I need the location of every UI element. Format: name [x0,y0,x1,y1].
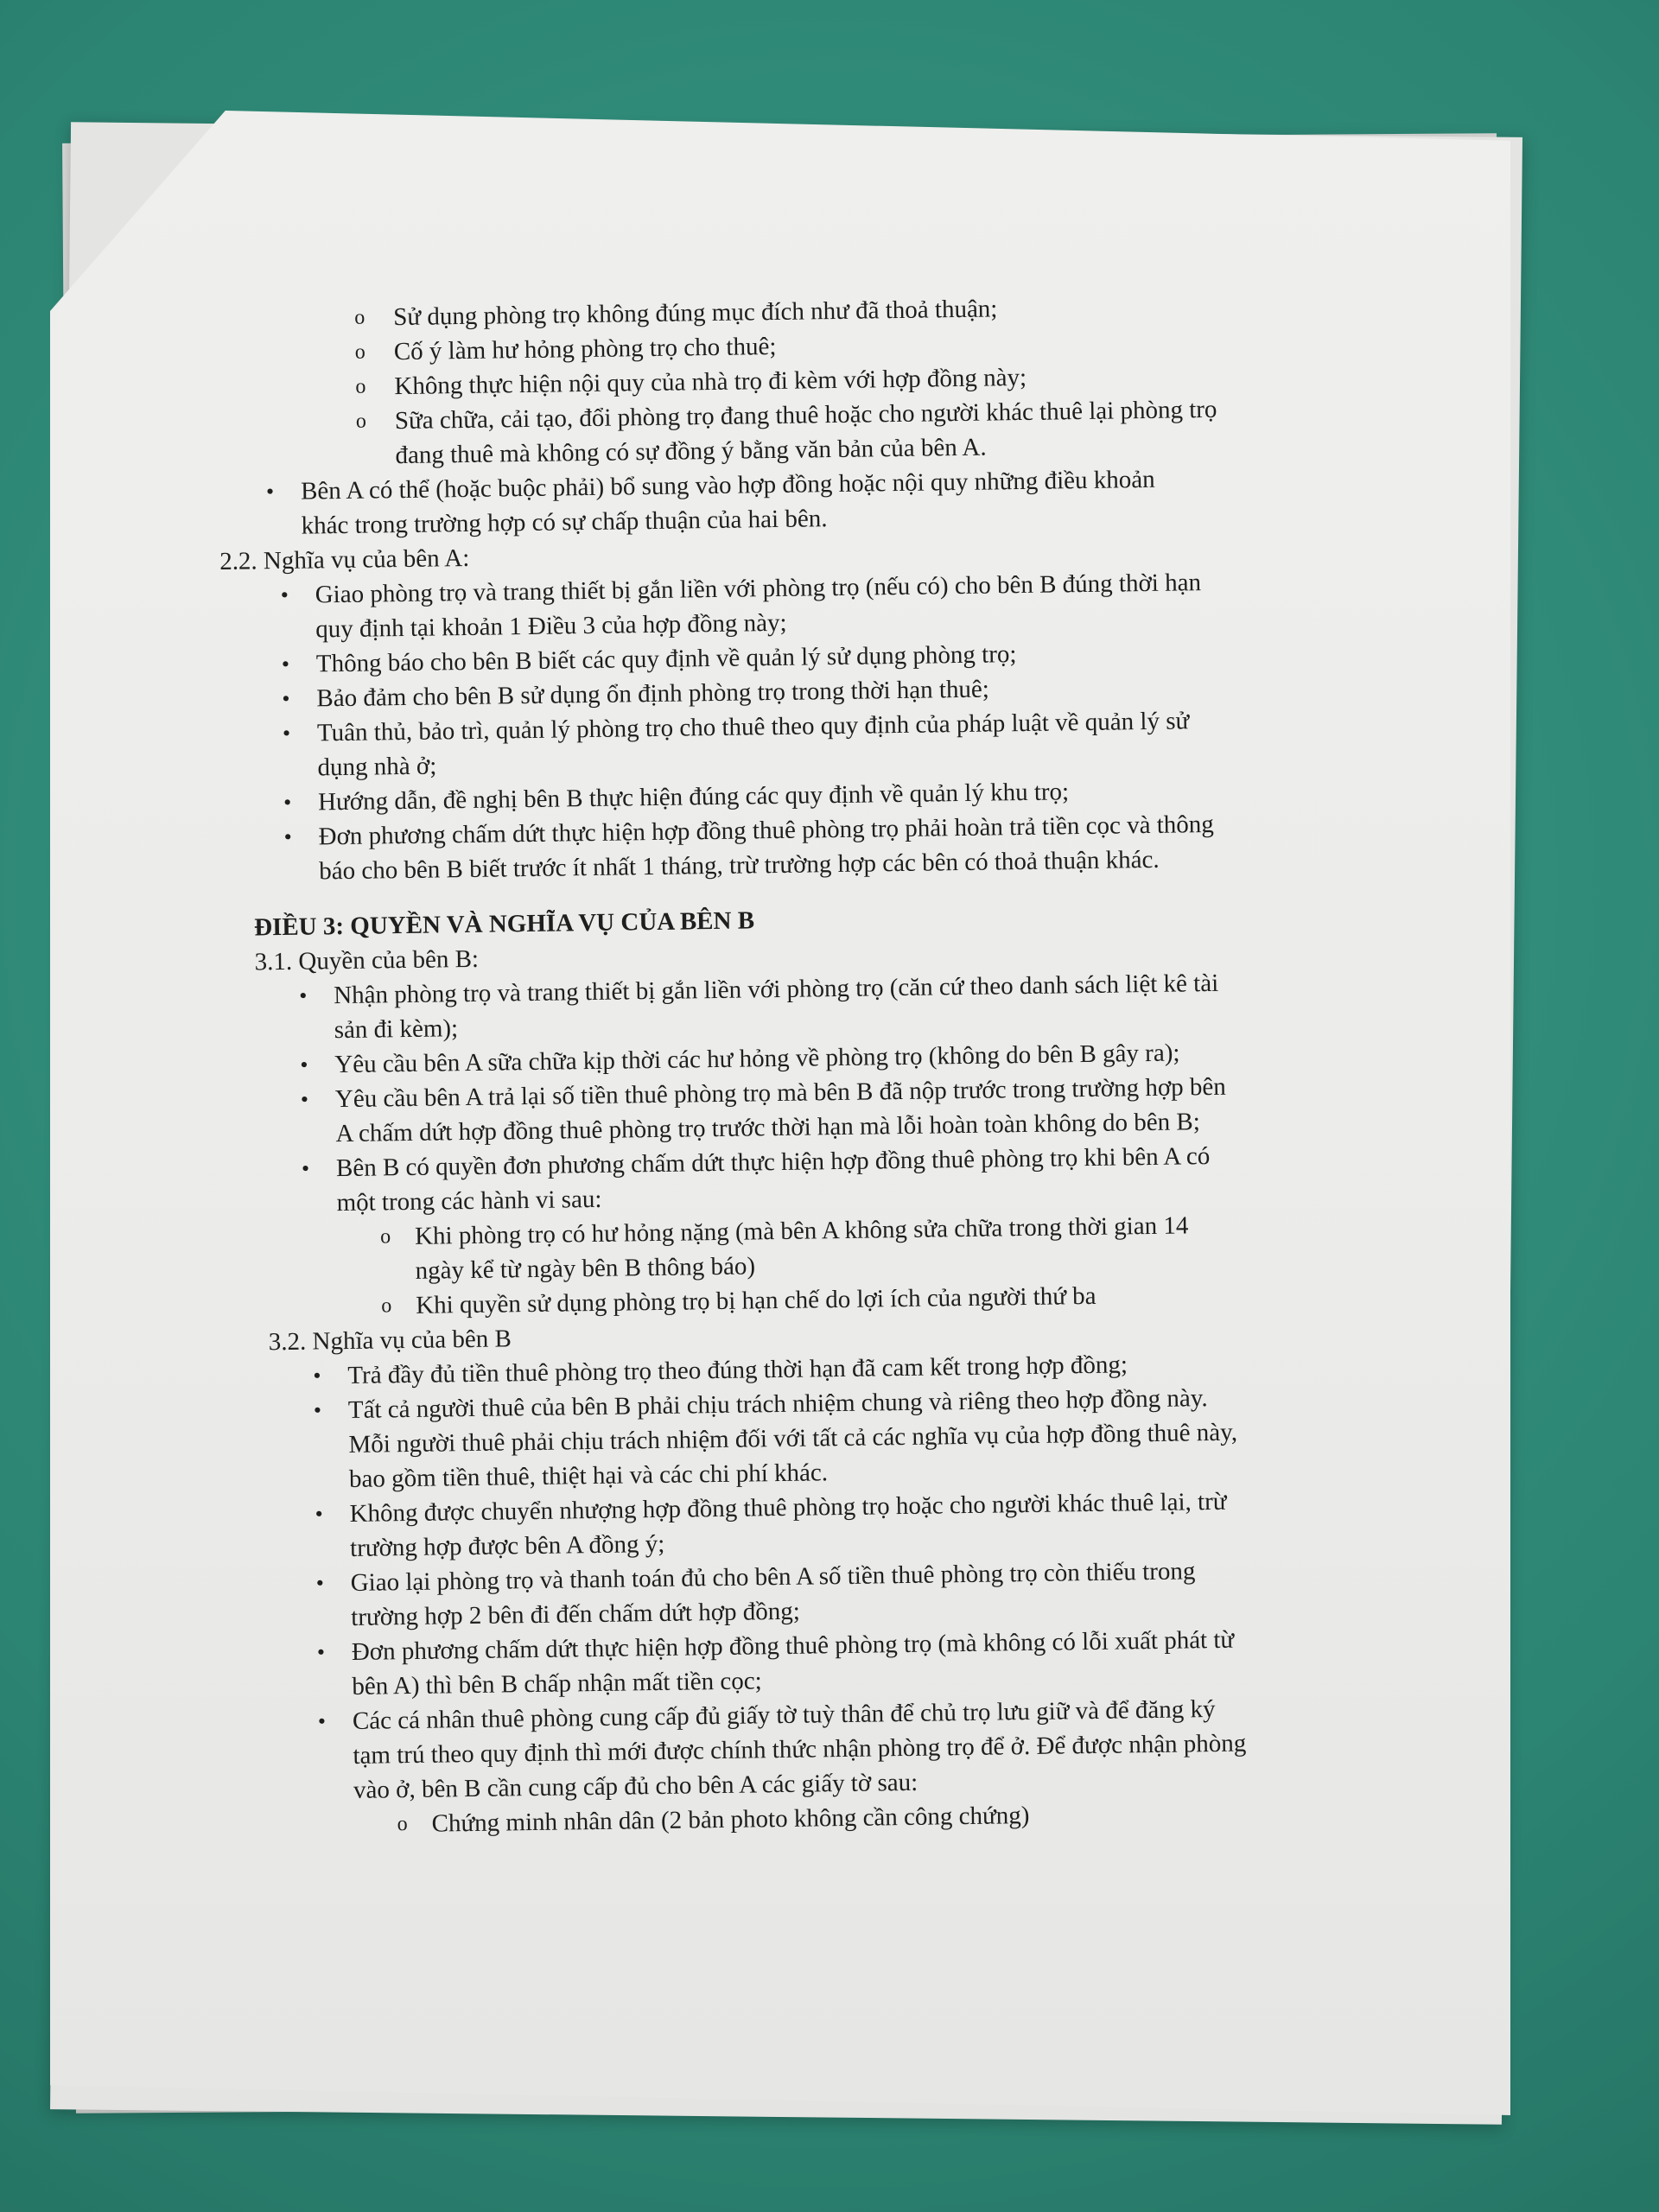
list-item-text: Cố ý làm hư hỏng phòng trọ cho thuê; [393,332,777,366]
bullet-marker: • [316,1639,326,1665]
bullet-marker: • [315,1570,325,1596]
list-item-text: Đơn phương chấm dứt thực hiện hợp đồng thuê phòng trọ phải hoàn trả tiền cọc và thông [318,810,1215,851]
bullet-marker: • [265,479,275,505]
article-heading: ĐIỀU 3: QUYỀN VÀ NGHĨA VỤ CỦA BÊN B [253,906,755,942]
circle-marker: o [354,306,365,329]
bullet-marker: • [300,1086,309,1112]
list-item-text: Bảo đảm cho bên B sử dụng ổn định phòng trọ trong thời hạn thuê; [316,675,990,713]
section-title: 3.1. Quyền của bên B: [254,944,480,976]
section-title: 2.2. Nghĩa vụ của bên A: [219,543,470,575]
list-item-text: vào ở, bên B cần cung cấp đủ cho bên A các giấy tờ sau: [353,1768,918,1804]
list-item-text: Bên B có quyền đơn phương chấm dứt thực hiện hợp đồng thuê phòng trọ khi bên A có [335,1142,1211,1183]
list-item-text: Trả đầy đủ tiền thuê phòng trọ theo đúng thời hạn đã cam kết trong hợp đồng; [347,1351,1128,1389]
circle-marker: o [381,1294,392,1318]
list-item-text: Yêu cầu bên A sữa chữa kịp thời các hư hỏng về phòng trọ (không do bên B gây ra); [334,1039,1180,1079]
list-item-text: Khi quyền sử dụng phòng trọ bị hạn chế do lợi ích của người thứ ba [416,1281,1096,1319]
list-item-text: Thông báo cho bên B biết các quy định về quản lý sử dụng phòng trọ; [315,640,1017,678]
list-item-text: Mỗi người thuê phải chịu trách nhiệm đối với tất cả các nghĩa vụ của hợp đồng thuê này, [348,1418,1238,1459]
list-item-text: Các cá nhân thuê phòng cung cấp đủ giấy tờ tuỳ thân để chủ trọ lưu giữ và để đăng ký [352,1695,1216,1735]
list-item-text: khác trong trường hợp có sự chấp thuận của hai bên. [301,505,828,540]
document-text [216,286,1413,1844]
list-item-text: một trong các hành vi sau: [336,1185,602,1217]
bullet-marker: • [282,720,291,746]
circle-marker: o [397,1813,408,1836]
list-item-text: Tuân thủ, bảo trì, quản lý phòng trọ cho thuê theo quy định của pháp luật về quản lý sử [316,707,1190,747]
circle-marker: o [354,340,366,364]
list-item-text: trường hợp được bên A đồng ý; [349,1529,665,1562]
list-item-text: Giao lại phòng trọ và thanh toán đủ cho bên A số tiền thuê phòng trọ còn thiếu trong [350,1557,1196,1597]
list-item-text: Không thực hiện nội quy của nhà trọ đi kèm với hợp đồng này; [394,363,1027,401]
bullet-marker: • [300,1052,308,1077]
bullet-marker: • [301,1155,310,1181]
list-item-text: Hướng dẫn, đề nghị bên B thực hiện đúng các quy định về quản lý khu trọ; [317,778,1070,817]
list-item-text: A chấm dứt hợp đồng thuê phòng trọ trước thời hạn mà lỗi hoàn toàn không do bên B; [335,1108,1201,1148]
list-item-text: bên A) thì bên B chấp nhận mất tiền cọc; [352,1667,762,1700]
list-item-text: báo cho bên B biết trước ít nhất 1 tháng, trừ trường hợp các bên có thoả thuận khác. [318,845,1160,886]
circle-marker: o [379,1225,391,1249]
circle-marker: o [355,375,366,398]
list-item-text: Yêu cầu bên A trả lại số tiền thuê phòng trọ mà bên B đã nộp trước trong trường hợp bên [334,1072,1227,1114]
list-item-text: Đơn phương chấm dứt thực hiện hợp đồng thuê phòng trọ (mà không có lỗi xuất phát từ [351,1625,1235,1666]
bullet-marker: • [315,1501,323,1527]
list-item-text: Nhận phòng trọ và trang thiết bị gắn liền với phòng trọ (căn cứ theo danh sách liệt kê tài [333,969,1219,1010]
section-title: 3.2. Nghĩa vụ của bên B [268,1325,512,1357]
bullet-marker: • [317,1708,327,1734]
list-item-text: bao gồm tiền thuê, thiệt hại và các chi phí khác. [348,1459,829,1493]
circle-marker: o [355,410,367,433]
bullet-marker: • [313,1363,321,1389]
list-item-text: quy định tại khoản 1 Điều 3 của hợp đồng này; [315,608,787,644]
list-item-text: trường hợp 2 bên đi đến chấm dứt hợp đồng; [351,1597,801,1631]
bullet-marker: • [280,582,289,607]
list-item-text: tạm trú theo quy định thì mới được chính thức nhận phòng trọ để ở. Để được nhận phòng [353,1729,1247,1770]
list-item-text: Khi phòng trọ có hư hỏng nặng (mà bên A không sửa chữa trong thời gian 14 [414,1211,1189,1250]
bullet-marker: • [313,1397,322,1423]
bullet-marker: • [282,685,290,711]
bullet-marker: • [283,823,292,849]
list-item-text: đang thuê mà không có sự đồng ý bằng văn bản của bên A. [395,433,987,470]
bullet-marker: • [281,651,290,677]
bullet-marker: • [283,789,292,815]
list-item-text: Chứng minh nhân dân (2 bản photo không cần công chứng) [431,1802,1030,1838]
list-item-text: Giao phòng trọ và trang thiết bị gắn liền với phòng trọ (nếu có) cho bên B đúng thời hạn [315,569,1202,609]
list-item-text: dụng nhà ở; [317,752,437,782]
list-item-text: Bên A có thể (hoặc buộc phải) bổ sung vào hợp đồng hoặc nội quy những điều khoản [300,465,1155,505]
list-item-text: Sử dụng phòng trọ không đúng mục đích như đã thoả thuận; [393,295,998,332]
bullet-marker: • [299,982,308,1008]
list-item-text: ngày kể từ ngày bên B thông báo) [415,1252,756,1285]
list-item-text: Tất cả người thuê của bên B phải chịu trách nhiệm chung và riêng theo hợp đồng này. [347,1384,1208,1424]
list-item-text: sản đi kèm); [334,1014,459,1045]
list-item-text: Sữa chữa, cải tạo, đổi phòng trọ đang thuê hoặc cho người khác thuê lại phòng trọ [394,395,1217,435]
list-item-text: Không được chuyển nhượng hợp đồng thuê phòng trọ hoặc cho người khác thuê lại, trừ [349,1487,1227,1528]
